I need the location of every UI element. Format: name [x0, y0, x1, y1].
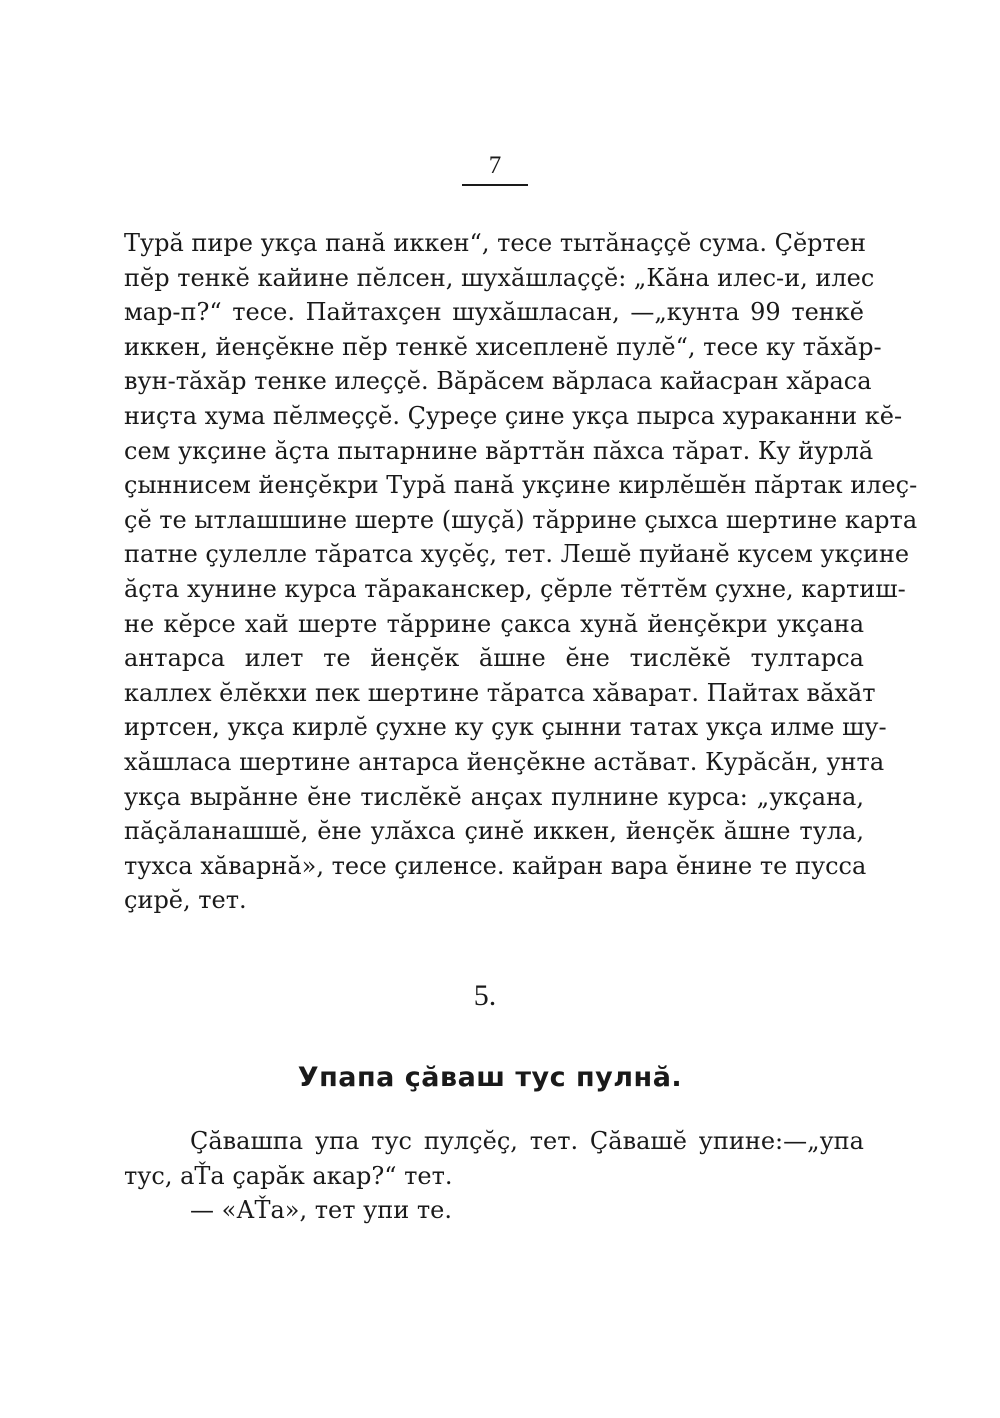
text-line: сем укçине ăçта пытарнине вăрттăн пăхса тăрат. Ку йурлă — [124, 436, 874, 465]
text-line: вун-тăхăр тенке илеççĕ. Вăрăсем вăрласа кайасран хăраса — [124, 367, 872, 396]
text-line: антарса илет те йенçĕк ăшне ĕне тислĕкĕ тултарса — [124, 644, 864, 673]
text-line: ăçта хунине курса тăраканскер, çĕрле тĕттĕм çухне, картиш- — [124, 574, 906, 603]
dialogue-line: — «АŤа», тет упи те. — [190, 1196, 452, 1225]
text-line: иккен, йенçĕкне пĕр тенкĕ хисепленĕ пулĕ“, тесе ку тăхăр- — [124, 332, 882, 361]
page-number: 7 — [488, 152, 502, 179]
text-line: пĕр тенкĕ кайине пĕлсен, шухăшлаççĕ: „Кăна илес-и, илес — [124, 263, 875, 292]
text-line: пăçăланашшĕ, ĕне улăхса çинĕ иккен, йенçĕк ăшне тула, — [124, 817, 864, 846]
text-line: мар-п?“ тесе. Пайтахçен шухăшласан, —„кунта 99 тенкĕ — [124, 298, 864, 327]
section-title: Упапа çăваш тус пулнă. — [297, 1062, 683, 1093]
text-line: патне çулелле тăратса хуçĕç, тет. Лешĕ пуйанĕ кусем укçине — [124, 540, 910, 569]
text-line: не кĕрсе хай шерте тăррине çакса хунă йенçĕкри укçана — [124, 609, 864, 638]
text-line: тухса хăварнă», тесе çиленсе. кайран вара ĕнине те пусса — [124, 851, 867, 880]
main-text-block — [124, 226, 918, 918]
text-line: çĕ те ытлашшине шерте (шуçă) тăррине çыхса шертине карта — [124, 505, 918, 534]
text-line: çыннисем йенçĕкри Турă панă укçине кирлĕшĕн пăртак илеç- — [124, 471, 918, 500]
section-number: 5. — [473, 979, 497, 1012]
text-line: укçа вырăнне ĕне тислĕкĕ анçах пулнине курса: „укçана, — [124, 782, 864, 811]
text-line: Турă пире укçа панă иккен“, тесе тытăнаççĕ сума. Çĕртен — [124, 229, 867, 257]
text-line: тус, аŤа çарăк акар?“ тет. — [124, 1161, 453, 1190]
text-line: Çăвашпа упа тус пулçĕç, тет. Çăвашĕ упине:—„упа — [190, 1127, 864, 1155]
text-line: хăшласа шертине антарса йенçĕкне астăват. Курăсăн, унта — [124, 747, 885, 776]
text-line: каллех ĕлĕкхи пек шертине тăратса хăварат. Пайтах вăхăт — [124, 678, 876, 707]
text-line: иртсен, укçа кирлĕ çухне ку çук çынни татах укça илме шу- — [124, 713, 887, 742]
text-line: çирĕ, тет. — [124, 886, 247, 915]
story-text-block — [124, 1124, 864, 1228]
page-number-underline — [462, 184, 528, 186]
text-line: ниçта хума пĕлмеççĕ. Çуреçе çине укçа пырса хураканни кĕ- — [124, 401, 903, 430]
